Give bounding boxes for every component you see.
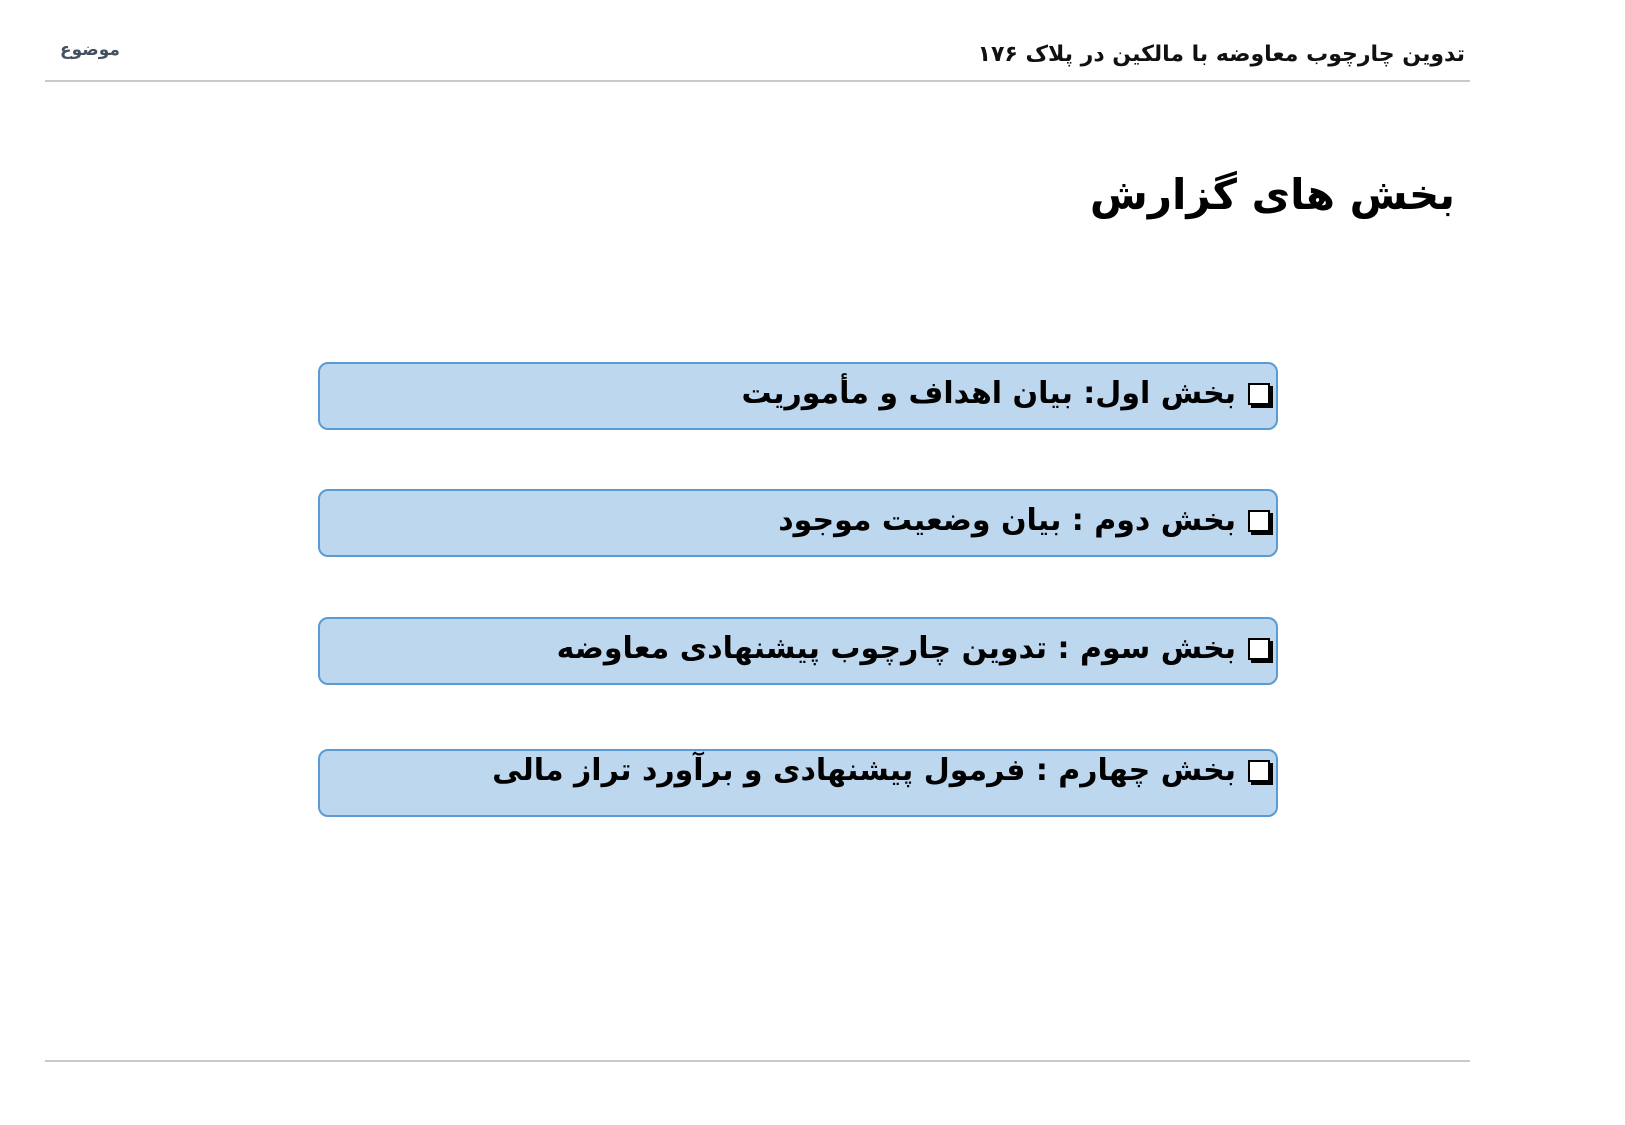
checkbox-icon [1248, 760, 1270, 782]
subject-label: موضوع [60, 40, 120, 60]
section-box-1 [318, 362, 1278, 430]
footer-divider [45, 1060, 1470, 1062]
checkbox-icon [1248, 510, 1270, 532]
section-label-2: بخش دوم : بیان وضعیت موجود [778, 503, 1236, 538]
page-title: بخش های گزارش [1089, 170, 1455, 219]
section-box-2 [318, 489, 1278, 557]
section-label-3: بخش سوم : تدوین چارچوب پیشنهادی معاوضه [556, 631, 1236, 666]
section-label-4: بخش چهارم : فرمول پیشنهادی و برآورد تراز مالی [492, 753, 1236, 788]
checkbox-icon [1248, 383, 1270, 405]
header-divider [45, 80, 1470, 82]
document-title: تدوین چارچوب معاوضه با مالکین در پلاک ۱۷۶ [977, 42, 1465, 67]
section-label-1: بخش اول: بیان اهداف و مأموریت [741, 376, 1236, 411]
section-box-3 [318, 617, 1278, 685]
section-box-4 [318, 749, 1278, 817]
checkbox-icon [1248, 638, 1270, 660]
